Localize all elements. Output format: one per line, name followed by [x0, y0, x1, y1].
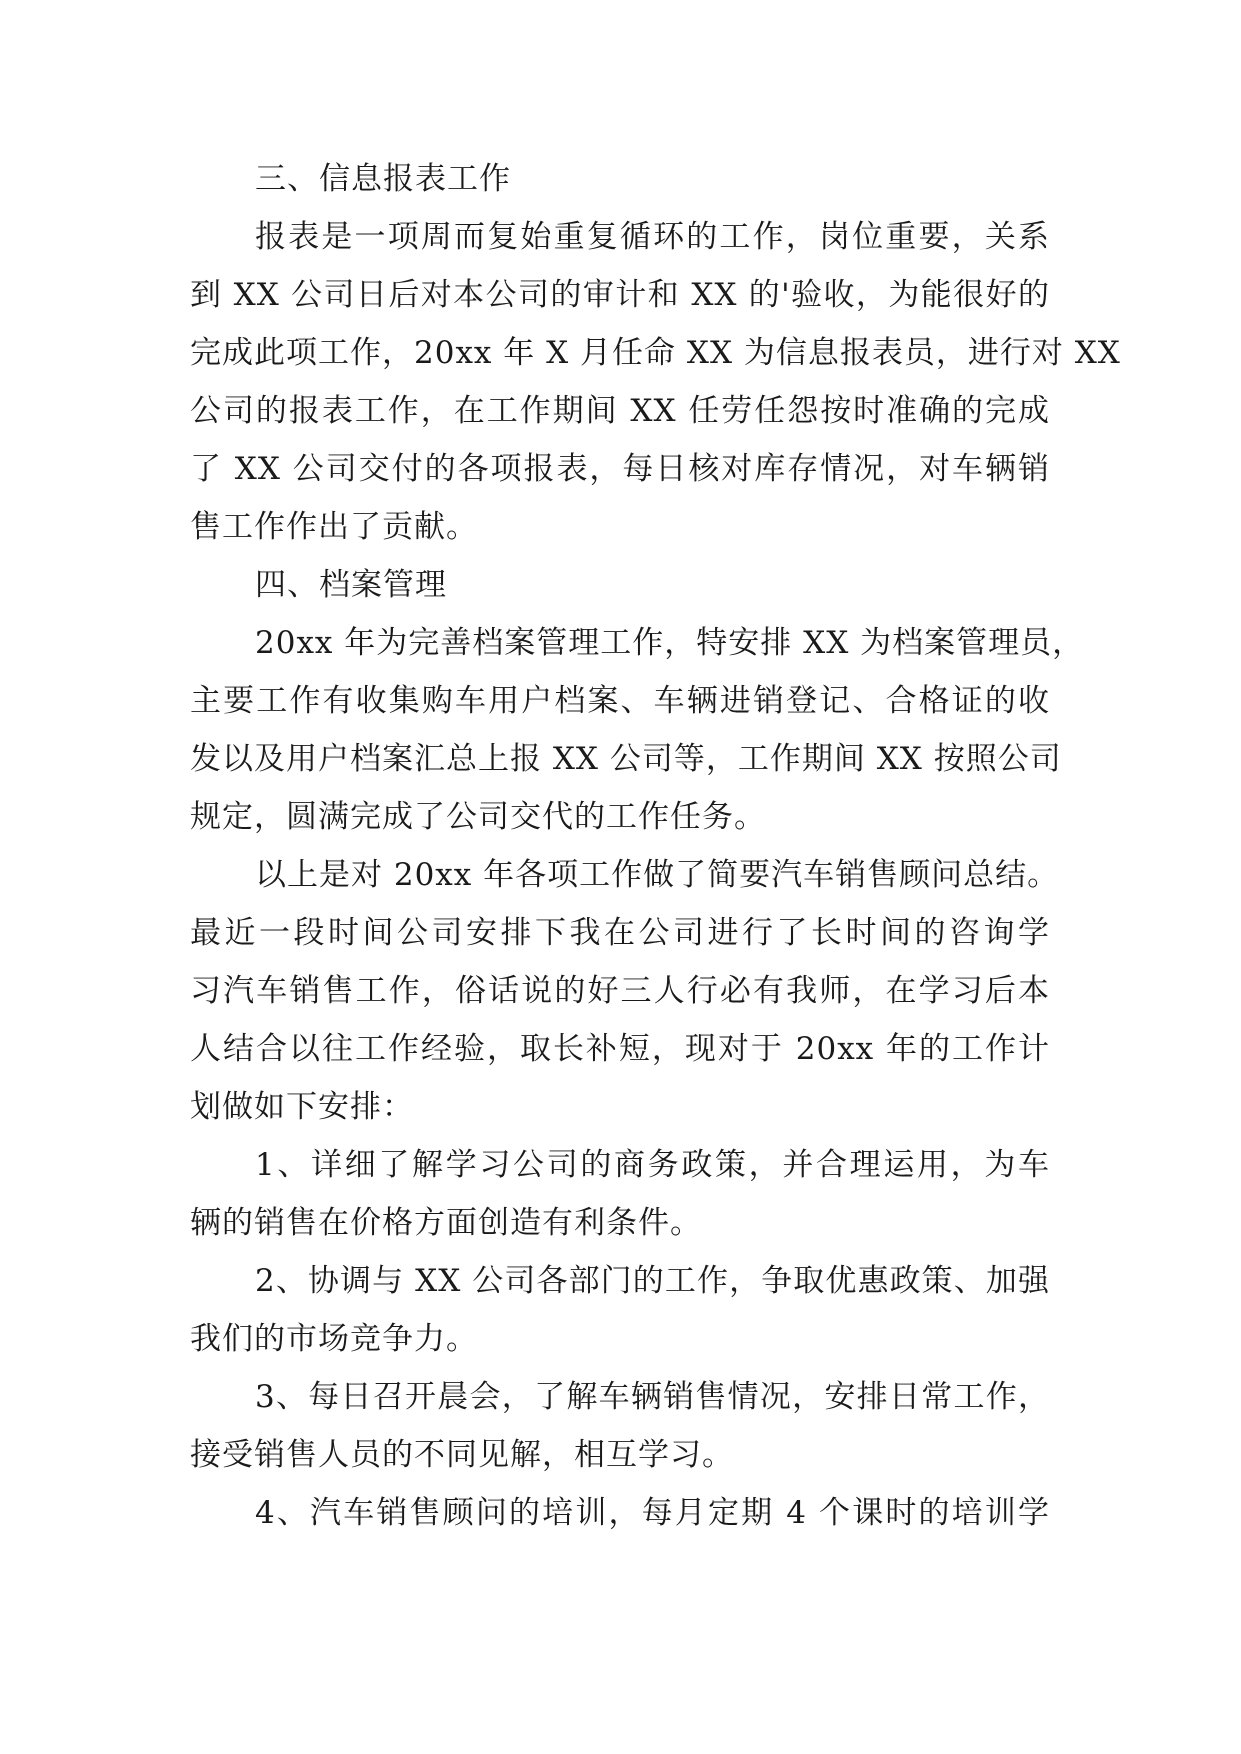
paragraph-line: 我们的市场竞争力。	[190, 1321, 478, 1357]
paragraph-line: 售工作作出了贡献。	[190, 509, 478, 545]
list-item-4: 4、汽车销售顾问的培训，每月定期 4 个课时的培训学	[255, 1495, 1050, 1531]
paragraph-line: 人结合以往工作经验，取长补短，现对于 20xx 年的工作计	[190, 1031, 1050, 1067]
paragraph-line: 接受销售人员的不同见解，相互学习。	[190, 1437, 734, 1473]
list-item-3: 3、每日召开晨会，了解车辆销售情况，安排日常工作，	[255, 1379, 1050, 1415]
paragraph-line: 主要工作有收集购车用户档案、车辆进销登记、合格证的收	[190, 683, 1050, 719]
paragraph-line: 了 XX 公司交付的各项报表，每日核对库存情况，对车辆销	[190, 451, 1050, 487]
section-heading-reports: 三、信息报表工作	[255, 161, 511, 197]
paragraph-line: 习汽车销售工作，俗话说的好三人行必有我师，在学习后本	[190, 973, 1050, 1009]
paragraph-line: 完成此项工作，20xx 年 X 月任命 XX 为信息报表员，进行对 XX	[190, 335, 1121, 371]
paragraph-line: 发以及用户档案汇总上报 XX 公司等，工作期间 XX 按照公司	[190, 741, 1062, 777]
paragraph-line: 规定，圆满完成了公司交代的工作任务。	[190, 799, 766, 835]
paragraph-line: 以上是对 20xx 年各项工作做了简要汽车销售顾问总结。	[255, 857, 1060, 893]
paragraph-line: 最近一段时间公司安排下我在公司进行了长时间的咨询学	[190, 915, 1050, 951]
paragraph-line: 辆的销售在价格方面创造有利条件。	[190, 1205, 702, 1241]
paragraph-line: 到 XX 公司日后对本公司的审计和 XX 的'验收，为能很好的	[190, 277, 1050, 313]
paragraph-line: 20xx 年为完善档案管理工作，特安排 XX 为档案管理员，	[255, 625, 1085, 661]
section-heading-archives: 四、档案管理	[255, 567, 447, 603]
list-item-2: 2、协调与 XX 公司各部门的工作，争取优惠政策、加强	[255, 1263, 1050, 1299]
list-item-1: 1、详细了解学习公司的商务政策，并合理运用，为车	[255, 1147, 1050, 1183]
paragraph-line: 划做如下安排：	[190, 1089, 414, 1125]
paragraph-line: 公司的报表工作，在工作期间 XX 任劳任怨按时准确的完成	[190, 393, 1050, 429]
paragraph-line: 报表是一项周而复始重复循环的工作，岗位重要，关系	[255, 219, 1050, 255]
document-body	[190, 150, 1121, 1542]
